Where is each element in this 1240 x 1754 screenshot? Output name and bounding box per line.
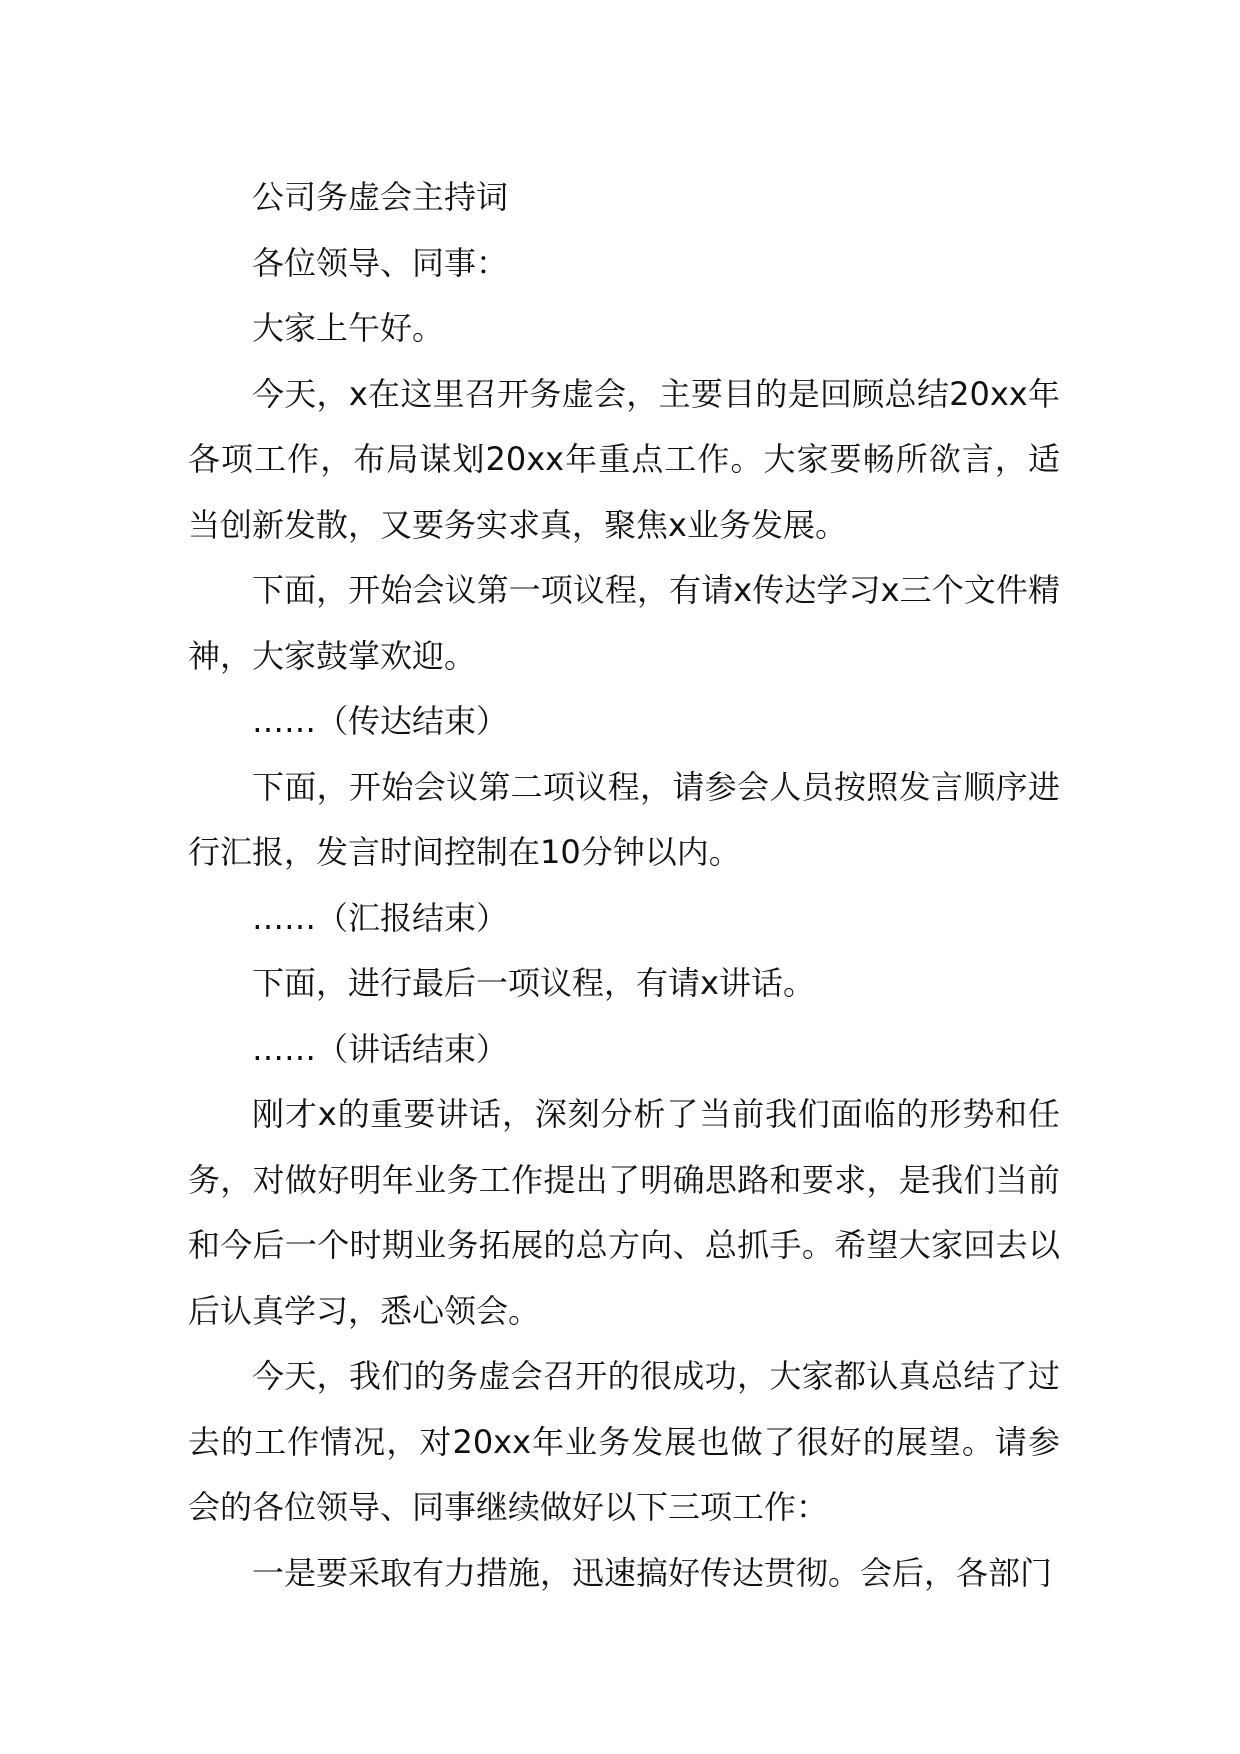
paragraph-closing: 今天，我们的务虚会召开的很成功，大家都认真总结了过去的工作情况，对20xx年业务发展也做了很好的展望。请参会的各位领导、同事继续做好以下三项工作： — [188, 1357, 1060, 1526]
paragraph-agenda-one-end: ……（传达结束） — [252, 702, 509, 740]
paragraph-agenda-three: 下面，进行最后一项议程，有请x讲话。 — [252, 964, 815, 1002]
paragraph-agenda-three-end: ……（讲话结束） — [252, 1029, 509, 1068]
paragraph-opening: 今天，x在这里召开务虚会，主要目的是回顾总结20xx年各项工作，布局谋划20xx年重点工作。大家要畅所欲言，适当创新发散，又要务实求真，聚焦x业务发展。 — [188, 374, 1060, 544]
document-title: 公司务虚会主持词 — [252, 178, 509, 216]
document-body — [188, 165, 1060, 1606]
greeting: 大家上午好。 — [252, 309, 445, 347]
salutation: 各位领导、同事： — [252, 243, 509, 282]
paragraph-agenda-two-end: ……（汇报结束） — [252, 898, 509, 937]
paragraph-speech-summary: 刚才x的重要讲话，深刻分析了当前我们面临的形势和任务，对做好明年业务工作提出了明确思路和要求，是我们当前和今后一个时期业务拓展的总方向、总抓手。希望大家回去以后认真学习，悉心领会。 — [188, 1095, 1060, 1330]
paragraph-agenda-one: 下面，开始会议第一项议程，有请x传达学习x三个文件精神，大家鼓掌欢迎。 — [188, 571, 1060, 675]
paragraph-task-one: 一是要采取有力措施，迅速搞好传达贯彻。会后，各部门 — [252, 1553, 1053, 1592]
paragraph-agenda-two: 下面，开始会议第二项议程，请参会人员按照发言顺序进行汇报，发言时间控制在10分钟以内。 — [188, 767, 1060, 871]
